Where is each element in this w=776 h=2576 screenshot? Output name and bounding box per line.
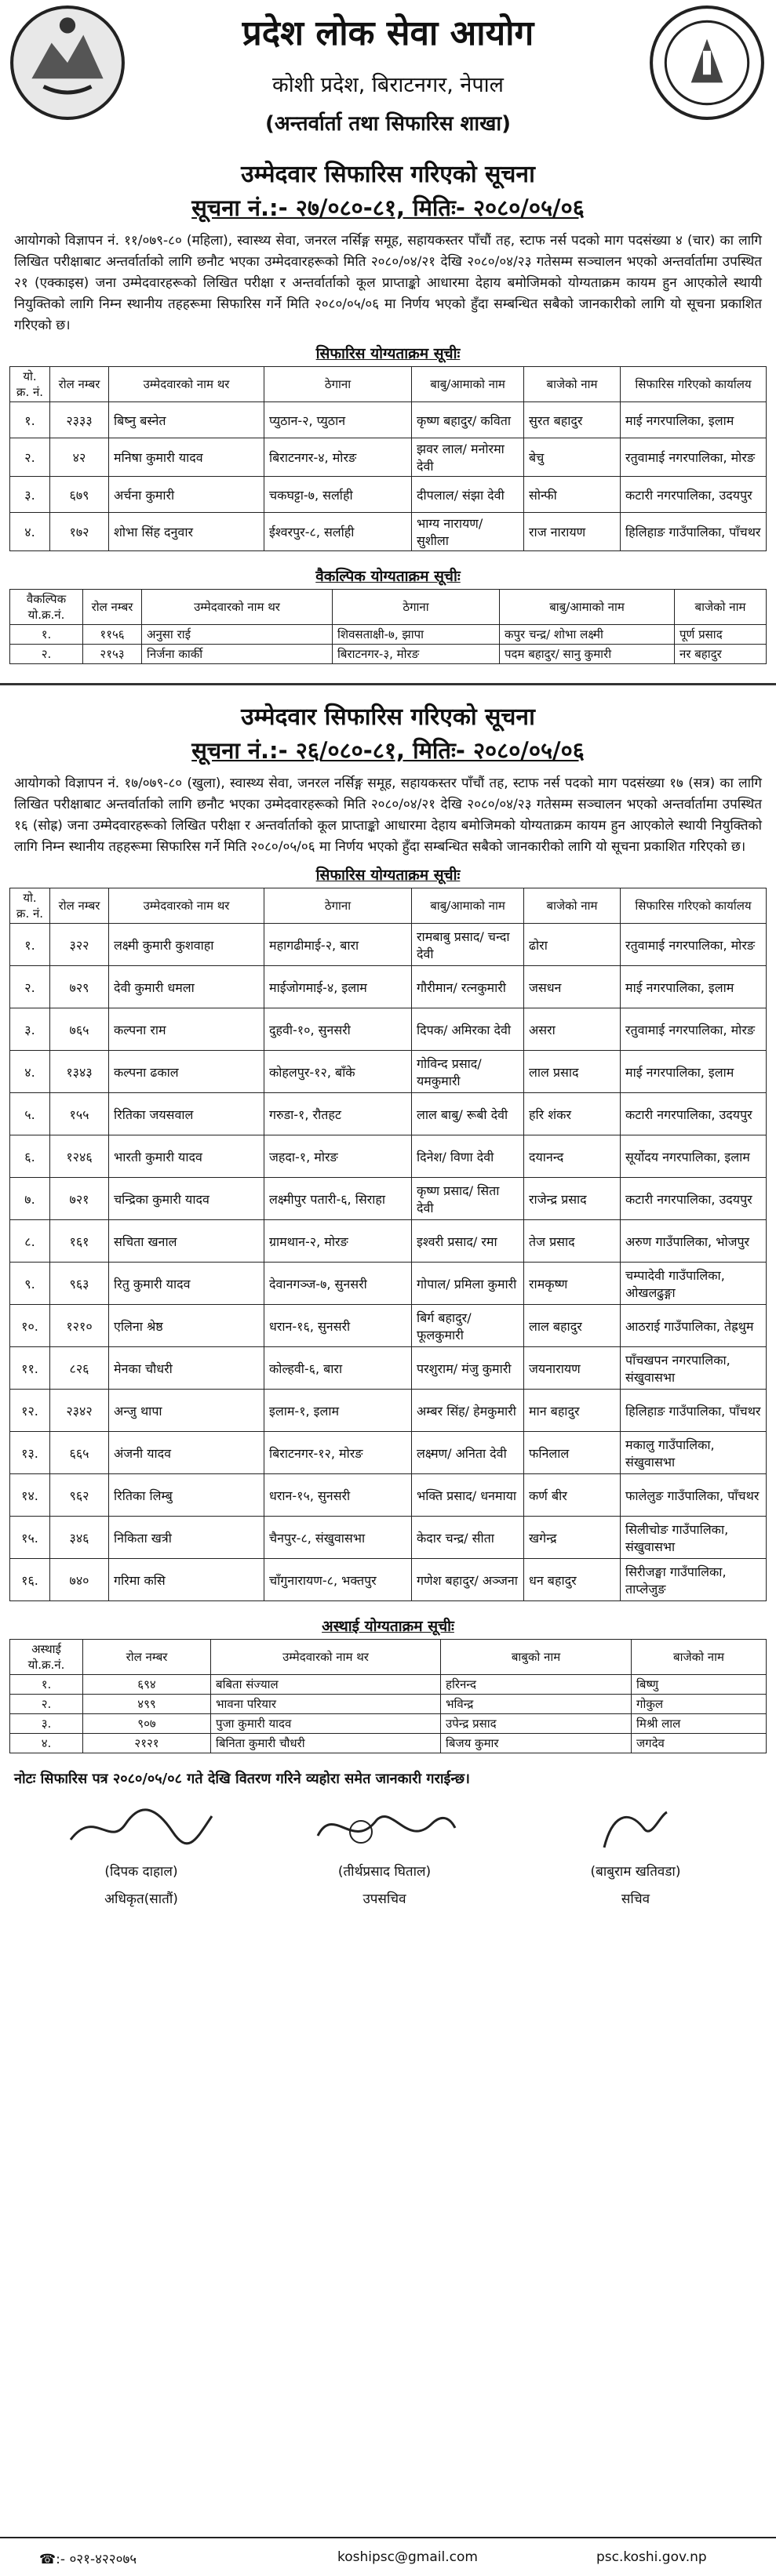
cell: हिलिहाङ गाउँपालिका, पाँचथर — [621, 513, 767, 551]
cell: दयानन्द — [524, 1135, 621, 1178]
cell: ढोरा — [524, 924, 621, 966]
col-header: बाजेको नाम — [524, 888, 621, 924]
cell: कोल्हवी-६, बारा — [264, 1347, 412, 1390]
cell: दीपलाल/ संझा देवी — [412, 477, 524, 513]
table-row — [10, 1559, 767, 1601]
cell: चम्पादेवी गाउँपालिका, ओखलढुङ्गा — [621, 1263, 767, 1305]
table-row — [10, 1008, 767, 1051]
cell: ९६२ — [50, 1474, 109, 1517]
cell: १२४६ — [50, 1135, 109, 1178]
cell: ४. — [10, 513, 50, 551]
cell: १. — [10, 924, 50, 966]
cell: हरिनन्द — [441, 1675, 632, 1695]
cell: निकिता खत्री — [109, 1517, 264, 1559]
table-row — [10, 924, 767, 966]
cell: देवानगञ्ज-७, सुनसरी — [264, 1263, 412, 1305]
cell: कल्पना राम — [109, 1008, 264, 1051]
cell: दिपक/ अमिरका देवी — [412, 1008, 524, 1051]
cell: सिलीचोङ गाउँपालिका, संखुवासभा — [621, 1517, 767, 1559]
cell: २. — [10, 645, 83, 664]
cell: तेज प्रसाद — [524, 1220, 621, 1263]
notice2-temp-heading: अस्थाई योग्यताक्रम सूचीः — [322, 1618, 454, 1635]
cell: खगेन्द्र — [524, 1517, 621, 1559]
distribution-note: नोटः सिफारिस पत्र २०८०/०५/०८ गते देखि वितरण गरिने व्यहोरा समेत जानकारी गराईन्छ। — [14, 1771, 470, 1787]
table-row — [10, 1714, 767, 1734]
notice1-title: उम्मेदवार सिफारिस गरिएको सूचना — [241, 161, 535, 188]
cell: इश्वरी प्रसाद/ रमा — [412, 1220, 524, 1263]
cell: महागढीमाई-२, बारा — [264, 924, 412, 966]
cell: गणेश बहादुर/ अञ्जना — [412, 1559, 524, 1601]
col-header: सिफारिस गरिएको कार्यालय — [621, 888, 767, 924]
cell: उपेन्द्र प्रसाद — [441, 1714, 632, 1734]
col-header: यो. क्र. नं. — [10, 888, 50, 924]
cell: केदार चन्द्र/ सीता — [412, 1517, 524, 1559]
cell: जगदेव — [632, 1734, 767, 1753]
cell: भविन्द्र — [441, 1695, 632, 1714]
notice1-rec-table — [9, 366, 767, 551]
cell: शिवसताक्षी-७, झापा — [333, 625, 500, 645]
cell: पदम बहादुर/ सानु कुमारी — [500, 645, 675, 664]
cell: ७४० — [50, 1559, 109, 1601]
table-row — [10, 1390, 767, 1432]
cell: मेनका चौधरी — [109, 1347, 264, 1390]
signature-image-icon — [63, 1800, 220, 1855]
cell: लाल प्रसाद — [524, 1051, 621, 1093]
col-header: बाजेको नाम — [675, 590, 767, 625]
cell: हिलिहाङ गाउँपालिका, पाँचथर — [621, 1390, 767, 1432]
cell: ९. — [10, 1263, 50, 1305]
cell: फालेलुङ गाउँपालिका, पाँचथर — [621, 1474, 767, 1517]
col-header: उम्मेदवारको नाम थर — [109, 367, 264, 402]
table-row — [10, 966, 767, 1008]
cell: कटारी नगरपालिका, उदयपुर — [621, 1178, 767, 1220]
cell: ३४६ — [50, 1517, 109, 1559]
cell: ४. — [10, 1734, 83, 1753]
cell: गौरीमान/ रत्नकुमारी — [412, 966, 524, 1008]
cell: बेचु — [524, 438, 621, 477]
cell: झवर लाल/ मनोरमा देवी — [412, 438, 524, 477]
cell: असरा — [524, 1008, 621, 1051]
cell: राज नारायण — [524, 513, 621, 551]
cell: १. — [10, 625, 83, 645]
cell: ईश्वरपुर-८, सर्लाही — [264, 513, 412, 551]
cell: माई नगरपालिका, इलाम — [621, 1051, 767, 1093]
branch-name: (अन्तर्वार्ता तथा सिफारिस शाखा) — [265, 112, 511, 136]
cell: कटारी नगरपालिका, उदयपुर — [621, 477, 767, 513]
notice2-rec-heading: सिफारिस योग्यताक्रम सूचीः — [315, 867, 461, 884]
col-header: बाबु/आमाको नाम — [500, 590, 675, 625]
cell: ११५६ — [83, 625, 142, 645]
cell: बबिता संज्याल — [211, 1675, 441, 1695]
cell: अर्चना कुमारी — [109, 477, 264, 513]
cell: लाल बहादुर — [524, 1305, 621, 1347]
cell: १३. — [10, 1432, 50, 1474]
notice1-alt-table — [9, 589, 767, 664]
cell: जयनारायण — [524, 1347, 621, 1390]
cell: १७२ — [50, 513, 109, 551]
cell: दिनेश/ विणा देवी — [412, 1135, 524, 1178]
table-header-row — [10, 1640, 767, 1675]
cell: २१५३ — [83, 645, 142, 664]
header — [0, 0, 776, 157]
cell: अंजनी यादव — [109, 1432, 264, 1474]
table-header-row — [10, 590, 767, 625]
cell: १३४३ — [50, 1051, 109, 1093]
footer — [0, 2537, 776, 2576]
cell: सूर्योदय नगरपालिका, इलाम — [621, 1135, 767, 1178]
cell: फनिलाल — [524, 1432, 621, 1474]
cell: १६. — [10, 1559, 50, 1601]
col-header: रोल नम्बर — [83, 590, 142, 625]
notice2-rec-table — [9, 888, 767, 1601]
cell: लाल बाबु/ रूबी देवी — [412, 1093, 524, 1135]
cell: सचिता खनाल — [109, 1220, 264, 1263]
cell: ३. — [10, 1714, 83, 1734]
cell: कपुर चन्द्र/ शोभा लक्ष्मी — [500, 625, 675, 645]
cell: गोविन्द प्रसाद/ यमकुमारी — [412, 1051, 524, 1093]
table-row — [10, 1178, 767, 1220]
table-row — [10, 513, 767, 551]
cell: बिष्णु — [632, 1675, 767, 1695]
cell: १०. — [10, 1305, 50, 1347]
cell: १४. — [10, 1474, 50, 1517]
notice2-number: सूचना नं.:- २६/०८०-८१, मितिः- २०८०/०५/०६ — [191, 737, 585, 764]
col-header: ठेगाना — [264, 367, 412, 402]
cell: २१२१ — [83, 1734, 211, 1753]
cell: आठराई गाउँपालिका, तेह्रथुम — [621, 1305, 767, 1347]
cell: कृष्ण प्रसाद/ सिता देवी — [412, 1178, 524, 1220]
table-header-row — [10, 367, 767, 402]
cell: २. — [10, 1695, 83, 1714]
cell: ४२ — [50, 438, 109, 477]
cell: १५५ — [50, 1093, 109, 1135]
cell: एलिना श्रेष्ठ — [109, 1305, 264, 1347]
cell: गोकुल — [632, 1695, 767, 1714]
cell: चैनपुर-८, संखुवासभा — [264, 1517, 412, 1559]
cell: मकालु गाउँपालिका, संखुवासभा — [621, 1432, 767, 1474]
cell: बिनिता कुमारी चौधरी — [211, 1734, 441, 1753]
table-row — [10, 438, 767, 477]
cell: सिरीजङ्घा गाउँपालिका, ताप्लेजुङ — [621, 1559, 767, 1601]
cell: ७२९ — [50, 966, 109, 1008]
cell: लक्ष्मीपुर पतारी-६, सिराहा — [264, 1178, 412, 1220]
cell: इलाम-१, इलाम — [264, 1390, 412, 1432]
cell: भाग्य नारायण/ सुशीला — [412, 513, 524, 551]
table-row — [10, 1347, 767, 1390]
col-header: उम्मेदवारको नाम थर — [142, 590, 333, 625]
cell: ६९४ — [83, 1675, 211, 1695]
col-header: बाजेको नाम — [632, 1640, 767, 1675]
signatory-designation: सचिव — [621, 1891, 650, 1907]
col-header: ठेगाना — [264, 888, 412, 924]
col-header: बाबुको नाम — [441, 1640, 632, 1675]
table-row — [10, 625, 767, 645]
cell: ९६३ — [50, 1263, 109, 1305]
cell: रितिका जयसवाल — [109, 1093, 264, 1135]
cell: पाँचखपन नगरपालिका, संखुवासभा — [621, 1347, 767, 1390]
cell: ६. — [10, 1135, 50, 1178]
cell: कर्ण बीर — [524, 1474, 621, 1517]
cell: भावना परियार — [211, 1695, 441, 1714]
commission-title: प्रदेश लोक सेवा आयोग — [242, 13, 534, 53]
commission-seal-icon — [647, 3, 767, 122]
cell: अरुण गाउँपालिका, भोजपुर — [621, 1220, 767, 1263]
cell: ५. — [10, 1093, 50, 1135]
cell: ग्रामथान-२, मोरङ — [264, 1220, 412, 1263]
cell: ६६५ — [50, 1432, 109, 1474]
cell: गरुडा-१, रौतहट — [264, 1093, 412, 1135]
notice1-alt-heading: वैकल्पिक योग्यताक्रम सूचीः — [315, 568, 461, 585]
signature-secretary — [541, 1800, 730, 1907]
cell: १५. — [10, 1517, 50, 1559]
signatory-name: (बाबुराम खतिवडा) — [590, 1864, 681, 1880]
table-row — [10, 1263, 767, 1305]
cell: ४. — [10, 1051, 50, 1093]
signature-block — [0, 1800, 776, 1981]
cell: ३. — [10, 477, 50, 513]
cell: ७६५ — [50, 1008, 109, 1051]
cell: ७२१ — [50, 1178, 109, 1220]
cell: २. — [10, 966, 50, 1008]
signatory-designation: उपसचिव — [362, 1891, 406, 1907]
footer-email[interactable]: koshipsc@gmail.com — [337, 2549, 478, 2565]
table-row — [10, 1220, 767, 1263]
cell: निर्जना कार्की — [142, 645, 333, 664]
col-header: सिफारिस गरिएको कार्यालय — [621, 367, 767, 402]
notice1-body: आयोगको विज्ञापन नं. ११/०७९-८० (महिला), स्वास्थ्य सेवा, जनरल नर्सिङ्ग समूह, सहायकस्तर पाँचौं तह, स्टाफ नर्स पदको माग पदसंख्या ४ (चार) का लागि लिखित परीक्षाबाट अन्तर्वार्ताको लागि छनौट भएका उम्मेदवारहरूको मिति २०८०/०४/२१ देखि २०८०/०४/२३ गतेसम्म सञ्चालन भएको अन्तर्वार्तामा उपस्थित २१ (एक्काइस) जना उम्मेदवारहरूको लिखित परीक्षा र अन्तर्वार्ताको कूल प्राप्ताङ्को आधारमा देहाय बमोजिमको योग्यताक्रम कायम हुन आएकोले स्थायी नियुक्तिको लागि निम्न स्थानीय तहहरूमा सिफारिस गर्ने मिति २०८०/०५/०६ मा निर्णय भएको हुँदा सम्बन्धित सबैको जानकारीको लागि यो सूचना प्रकाशित गरिएको छ। — [14, 233, 762, 333]
cell: रतुवामाई नगरपालिका, मोरङ — [621, 438, 767, 477]
cell: चाँगुनारायण-८, भक्तपुर — [264, 1559, 412, 1601]
table-row — [10, 1734, 767, 1753]
col-header: बाबु/आमाको नाम — [412, 888, 524, 924]
table-row — [10, 1517, 767, 1559]
col-header: अस्थाई यो.क्र.नं. — [10, 1640, 83, 1675]
cell: लक्ष्मी कुमारी कुशवाहा — [109, 924, 264, 966]
col-header: रोल नम्बर — [50, 367, 109, 402]
cell: धरान-१५, सुनसरी — [264, 1474, 412, 1517]
cell: धन बहादुर — [524, 1559, 621, 1601]
cell: नर बहादुर — [675, 645, 767, 664]
cell: ८२६ — [50, 1347, 109, 1390]
cell: पूर्ण प्रसाद — [675, 625, 767, 645]
cell: रितु कुमारी यादव — [109, 1263, 264, 1305]
col-header: यो. क्र. नं. — [10, 367, 50, 402]
cell: प्युठान-२, प्युठान — [264, 402, 412, 438]
cell: बिराटनगर-१२, मोरङ — [264, 1432, 412, 1474]
table-row — [10, 1093, 767, 1135]
cell: १२१० — [50, 1305, 109, 1347]
commission-address: कोशी प्रदेश, बिराटनगर, नेपाल — [272, 73, 504, 97]
table-row — [10, 1051, 767, 1093]
cell: २३४२ — [50, 1390, 109, 1432]
signatory-name: (दिपक दाहाल) — [104, 1864, 178, 1880]
cell: १६१ — [50, 1220, 109, 1263]
section-divider — [0, 683, 776, 685]
footer-website[interactable]: psc.koshi.gov.np — [596, 2549, 707, 2565]
cell: रतुवामाई नगरपालिका, मोरङ — [621, 1008, 767, 1051]
cell: २३३३ — [50, 402, 109, 438]
table-row — [10, 1675, 767, 1695]
footer-phone: ☎:- ०२१-४२२०७५ — [39, 2552, 137, 2567]
cell: चकघट्टा-७, सर्लाही — [264, 477, 412, 513]
cell: बिराटनगर-३, मोरङ — [333, 645, 500, 664]
cell: रामबाबु प्रसाद/ चन्दा देवी — [412, 924, 524, 966]
table-row — [10, 1305, 767, 1347]
cell: राजेन्द्र प्रसाद — [524, 1178, 621, 1220]
table-row — [10, 1135, 767, 1178]
cell: माईजोगमाई-४, इलाम — [264, 966, 412, 1008]
cell: जसधन — [524, 966, 621, 1008]
cell: सोन्फी — [524, 477, 621, 513]
col-header: उम्मेदवारको नाम थर — [109, 888, 264, 924]
cell: दुहवी-१०, सुनसरी — [264, 1008, 412, 1051]
cell: गरिमा कसि — [109, 1559, 264, 1601]
cell: ३. — [10, 1008, 50, 1051]
cell: १. — [10, 1675, 83, 1695]
cell: मिश्री लाल — [632, 1714, 767, 1734]
table-row — [10, 402, 767, 438]
signatory-designation: अधिकृत(सातौं) — [104, 1891, 178, 1907]
notice1-number: सूचना नं.:- २७/०८०-८१, मितिः- २०८०/०५/०६ — [191, 194, 585, 221]
cell: परशुराम/ मंजु कुमारी — [412, 1347, 524, 1390]
cell: भारती कुमारी यादव — [109, 1135, 264, 1178]
cell: मान बहादुर — [524, 1390, 621, 1432]
cell: सुरत बहादुर — [524, 402, 621, 438]
cell: बिष्नु बस्नेत — [109, 402, 264, 438]
cell: ९०७ — [83, 1714, 211, 1734]
cell: धरान-१६, सुनसरी — [264, 1305, 412, 1347]
cell: कटारी नगरपालिका, उदयपुर — [621, 1093, 767, 1135]
signature-image-icon — [557, 1800, 714, 1855]
cell: ४९९ — [83, 1695, 211, 1714]
cell: बिजय कुमार — [441, 1734, 632, 1753]
signature-image-icon — [306, 1800, 463, 1855]
signatory-name: (तीर्थप्रसाद घिताल) — [337, 1864, 432, 1880]
signature-deputy — [290, 1800, 479, 1907]
cell: १. — [10, 402, 50, 438]
cell: गोपाल/ प्रमिला कुमारी — [412, 1263, 524, 1305]
cell: अन्जु थापा — [109, 1390, 264, 1432]
cell: अम्बर सिंह/ हेमकुमारी — [412, 1390, 524, 1432]
col-header: बाजेको नाम — [524, 367, 621, 402]
cell: देवी कुमारी धमला — [109, 966, 264, 1008]
cell: भक्ति प्रसाद/ धनमाया — [412, 1474, 524, 1517]
col-header: बाबु/आमाको नाम — [412, 367, 524, 402]
signature-officer — [47, 1800, 235, 1907]
col-header: रोल नम्बर — [83, 1640, 211, 1675]
table-row — [10, 477, 767, 513]
table-header-row — [10, 888, 767, 924]
cell: कल्पना ढकाल — [109, 1051, 264, 1093]
cell: पुजा कुमारी यादव — [211, 1714, 441, 1734]
col-header: वैकल्पिक यो.क्र.नं. — [10, 590, 83, 625]
col-header: रोल नम्बर — [50, 888, 109, 924]
col-header: ठेगाना — [333, 590, 500, 625]
cell: माई नगरपालिका, इलाम — [621, 966, 767, 1008]
cell: जहदा-१, मोरङ — [264, 1135, 412, 1178]
cell: १२. — [10, 1390, 50, 1432]
notice2-body: आयोगको विज्ञापन नं. १७/०७९-८० (खुला), स्वास्थ्य सेवा, जनरल नर्सिङ्ग समूह, सहायकस्तर पाँचौं तह, स्टाफ नर्स पदको माग पदसंख्या १७ (सत्र) का लागि लिखित परीक्षाबाट अन्तर्वार्ताको लागि छनौट भएका उम्मेदवारहरूको मिति २०८०/०४/२१ देखि २०८०/०४/२३ गतेसम्म सञ्चालन भएको अन्तर्वार्तामा उपस्थित १६ (सोह्र) जना उम्मेदवारहरूको लिखित परीक्षा र अन्तर्वार्ताको कूल प्राप्ताङ्को आधारमा देहाय बमोजिमको योग्यताक्रम कायम हुन आएकोले स्थायी नियुक्तिको लागि निम्न स्थानीय तहहरूमा सिफारिस गर्ने मिति २०८०/०५/०६ मा निर्णय भएको हुँदा सम्बन्धित सबैको जानकारीको लागि यो सूचना प्रकाशित गरिएको छ। — [14, 776, 762, 855]
cell: रितिका लिम्बु — [109, 1474, 264, 1517]
cell: बिराटनगर-४, मोरङ — [264, 438, 412, 477]
cell: अनुसा राई — [142, 625, 333, 645]
cell: ८. — [10, 1220, 50, 1263]
cell: ६७९ — [50, 477, 109, 513]
notice2-temp-table — [9, 1639, 767, 1753]
cell: रामकृष्ण — [524, 1263, 621, 1305]
cell: लक्ष्मण/ अनिता देवी — [412, 1432, 524, 1474]
col-header: उम्मेदवारको नाम थर — [211, 1640, 441, 1675]
table-row — [10, 1695, 767, 1714]
table-row — [10, 645, 767, 664]
cell: ११. — [10, 1347, 50, 1390]
cell: कृष्ण बहादुर/ कविता — [412, 402, 524, 438]
table-row — [10, 1432, 767, 1474]
table-row — [10, 1474, 767, 1517]
cell: शोभा सिंह दनुवार — [109, 513, 264, 551]
cell: हरि शंकर — [524, 1093, 621, 1135]
notice1-rec-heading: सिफारिस योग्यताक्रम सूचीः — [315, 345, 461, 362]
cell: चन्द्रिका कुमारी यादव — [109, 1178, 264, 1220]
cell: माई नगरपालिका, इलाम — [621, 402, 767, 438]
cell: ३२२ — [50, 924, 109, 966]
cell: २. — [10, 438, 50, 477]
cell: ७. — [10, 1178, 50, 1220]
cell: बिर्ग बहादुर/ फूलकुमारी — [412, 1305, 524, 1347]
cell: रतुवामाई नगरपालिका, मोरङ — [621, 924, 767, 966]
notice2-title: उम्मेदवार सिफारिस गरिएको सूचना — [241, 703, 535, 731]
cell: कोहलपुर-१२, बाँके — [264, 1051, 412, 1093]
cell: मनिषा कुमारी यादव — [109, 438, 264, 477]
